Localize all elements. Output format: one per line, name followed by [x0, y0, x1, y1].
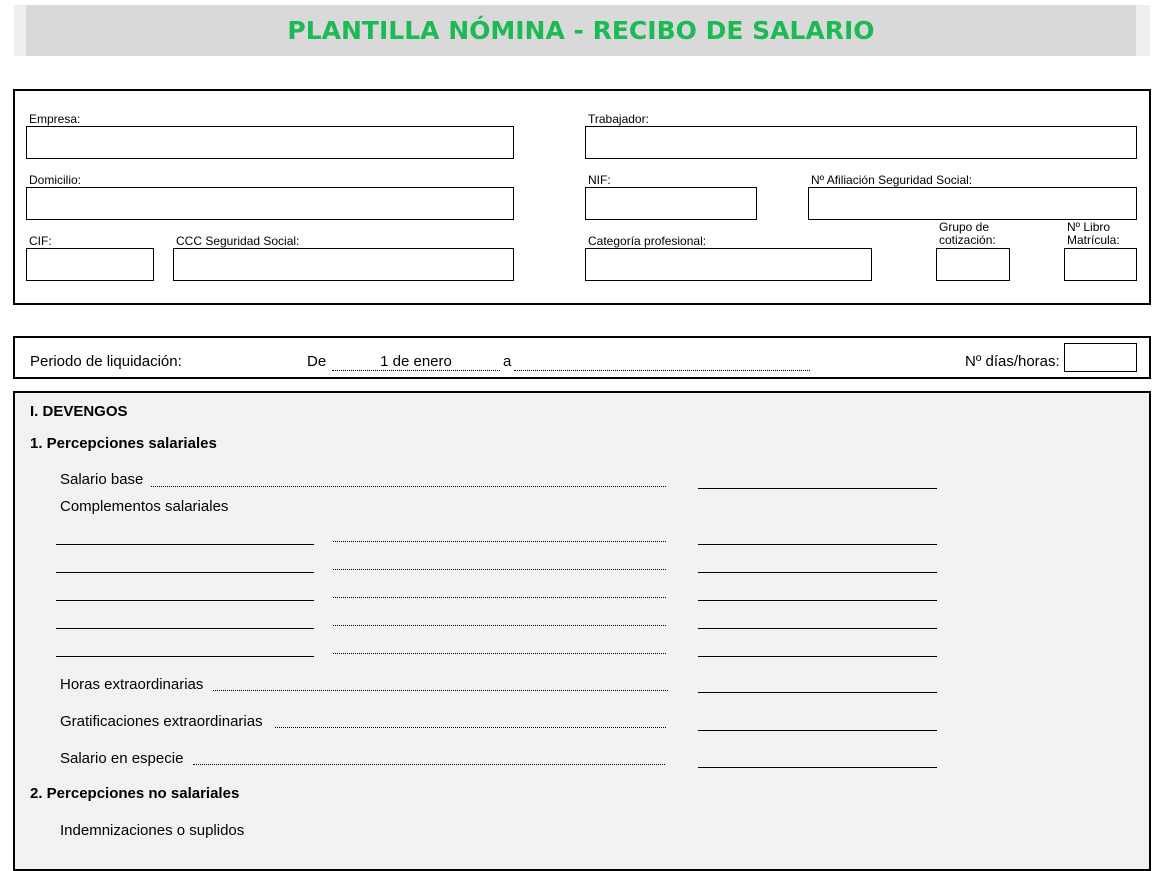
devengos-heading: I. DEVENGOS: [30, 403, 128, 420]
periodo-de-label: De: [307, 353, 327, 370]
salario-base-dots: [151, 486, 666, 487]
percepciones-salariales-heading: 1. Percepciones salariales: [30, 435, 217, 452]
complemento-amount-5[interactable]: [698, 656, 937, 657]
horas-extra-label: Horas extraordinarias: [60, 676, 204, 693]
complemento-dots-1: [333, 541, 666, 542]
complemento-dots-5: [333, 653, 666, 654]
trabajador-field[interactable]: [585, 126, 1137, 159]
complementos-label: Complementos salariales: [60, 498, 229, 515]
empresa-field[interactable]: [26, 126, 514, 159]
salario-base-amount[interactable]: [698, 488, 937, 489]
periodo-label: Periodo de liquidación:: [30, 353, 182, 370]
gratificaciones-dots: [275, 727, 666, 728]
libro-field[interactable]: [1064, 248, 1137, 281]
grupo-label: [939, 221, 996, 247]
salario-especie-label: Salario en especie: [60, 750, 184, 767]
complemento-concept-5[interactable]: [56, 656, 314, 657]
trabajador-label: Trabajador:: [588, 112, 649, 126]
complemento-dots-4: [333, 625, 666, 626]
ccc-field[interactable]: [173, 248, 514, 281]
percepciones-no-salariales-heading: 2. Percepciones no salariales: [30, 785, 240, 802]
domicilio-field[interactable]: [26, 187, 514, 220]
cif-label: CIF:: [29, 234, 52, 248]
complemento-amount-3[interactable]: [698, 600, 937, 601]
cif-field[interactable]: [26, 248, 154, 281]
complemento-concept-2[interactable]: [56, 572, 314, 573]
libro-label-line1: Nº Libro: [1067, 220, 1111, 234]
horas-extra-dots: [213, 690, 668, 691]
empresa-label: Empresa:: [29, 112, 81, 126]
periodo-to-line[interactable]: [514, 370, 810, 371]
complemento-dots-2: [333, 569, 666, 570]
grupo-label-line1: Grupo de: [939, 220, 990, 234]
periodo-from-line: [332, 370, 500, 371]
periodo-a-label: a: [503, 353, 512, 370]
salario-base-label: Salario base: [60, 471, 144, 488]
complemento-amount-2[interactable]: [698, 572, 937, 573]
grupo-label-line2: cotización:: [939, 233, 996, 247]
dias-label: Nº días/horas:: [965, 353, 1060, 370]
libro-label-line2: Matrícula:: [1067, 233, 1120, 247]
complemento-dots-3: [333, 597, 666, 598]
horas-extra-amount[interactable]: [698, 692, 937, 693]
gratificaciones-label: Gratificaciones extraordinarias: [60, 713, 263, 730]
afiliacion-field[interactable]: [808, 187, 1137, 220]
categoria-label: Categoría profesional:: [588, 234, 707, 248]
indemnizaciones-label: Indemnizaciones o suplidos: [60, 822, 245, 839]
domicilio-label: Domicilio:: [29, 173, 82, 187]
complemento-concept-4[interactable]: [56, 628, 314, 629]
complemento-concept-1[interactable]: [56, 544, 314, 545]
periodo-from-value[interactable]: 1 de enero: [380, 353, 452, 370]
gratificaciones-amount[interactable]: [698, 730, 937, 731]
complemento-amount-4[interactable]: [698, 628, 937, 629]
afiliacion-label: Nº Afiliación Seguridad Social:: [811, 173, 973, 187]
nif-field[interactable]: [585, 187, 757, 220]
salario-especie-dots: [193, 764, 665, 765]
salario-especie-amount[interactable]: [698, 767, 937, 768]
page-title: PLANTILLA NÓMINA - RECIBO DE SALARIO: [287, 16, 875, 45]
complemento-concept-3[interactable]: [56, 600, 314, 601]
libro-label: [1067, 221, 1120, 247]
complemento-amount-1[interactable]: [698, 544, 937, 545]
ccc-label: CCC Seguridad Social:: [176, 234, 300, 248]
nif-label: NIF:: [588, 173, 611, 187]
categoria-field[interactable]: [585, 248, 872, 281]
dias-field[interactable]: [1064, 343, 1137, 372]
grupo-field[interactable]: [936, 248, 1010, 281]
